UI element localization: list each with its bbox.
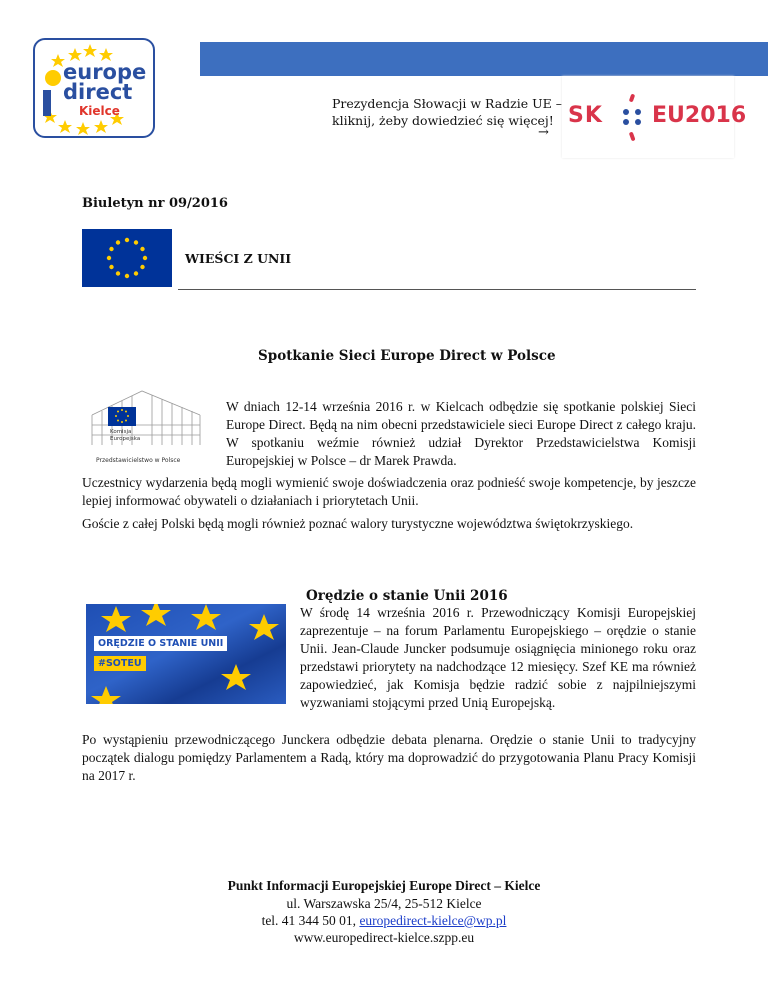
soteu-flag-icon [86, 604, 286, 704]
bulletin-number: Biuletyn nr 09/2016 [82, 196, 228, 211]
section-title: WIEŚCI Z UNII [185, 251, 292, 266]
sk-logo-dots-icon [614, 90, 650, 146]
logo-dot-icon [45, 70, 61, 86]
commission-name-line2: Europejska [110, 436, 141, 442]
article-1-paragraph-3: Goście z całej Polski będą mogli również poznać walory turystyczne województwa świętokrzyskiego. [82, 516, 634, 531]
berlaymont-building-icon [82, 385, 210, 449]
logo-text-direct: direct [63, 80, 133, 104]
article-1-paragraph-2: Uczestnicy wydarzenia będą mogli wymienić swoje doświadczenia oraz podnieść swoje kompetencje, by jeszcze lepiej informować obywateli o działaniach i priorytetach Unii. [82, 475, 696, 508]
sk-logo-right: EU2016 [652, 103, 747, 128]
soteu-banner [86, 604, 286, 704]
article-2-paragraph-1: W środę 14 września 2016 r. Przewodniczący Komisji Europejskiej zaprezentuje – na forum Parlamentu Europejskiego – orędzie o stanie Unii. Jean-Claude Juncker podsumuje osiągnięcia minionego roku oraz przedstawi priorytety na nadchodzące 12 miesięcy. Szef KE ma również zapowiedzieć, jak Komisja będzie radzić sobie z najpilniejszymi wyzwaniami stojącymi przed Unią Europejską. [300, 605, 696, 710]
commission-logo [82, 385, 210, 467]
footer-title: Punkt Informacji Europejskiej Europe Direct – Kielce [227, 878, 541, 893]
sk-presidency-logo[interactable] [562, 76, 747, 158]
footer-website[interactable]: www.europedirect-kielce.szpp.eu [293, 930, 475, 945]
soteu-hashtag: #SOTEU [94, 656, 146, 671]
logo-text-europe: europe [63, 60, 147, 84]
commission-caption: Przedstawicielstwo w Polsce [96, 457, 181, 464]
sk-logo-left: SK [568, 103, 603, 128]
footer-contact [0, 913, 768, 929]
logo-text-city: Kielce [79, 104, 120, 118]
footer-email-link[interactable]: europedirect-kielce@wp.pl [359, 913, 507, 928]
footer-phone: tel. 41 344 50 01, [261, 913, 360, 928]
footer-address: ul. Warszawska 25/4, 25-512 Kielce [286, 896, 482, 911]
eu-flag-icon [82, 229, 172, 287]
article-2-paragraph-2: Po wystąpieniu przewodniczącego Junckera odbędzie debata plenarna. Orędzie o stanie Unii to tradycyjny początek dialogu pomiędzy Parlamentem a Radą, który ma doprowadzić do przygotowania Planu Pracy Komisji na 2017 r. [82, 732, 696, 783]
commission-name-line1: Komisja [110, 429, 132, 435]
arrow-right-icon[interactable]: → [538, 125, 549, 140]
header-bar [200, 42, 768, 76]
presidency-link[interactable]: Prezydencja Słowacji w Radzie UE – kliknij, żeby dowiedzieć się więcej! [332, 96, 562, 128]
article-2-heading: Orędzie o stanie Unii 2016 [306, 588, 508, 604]
soteu-title: ORĘDZIE O STANIE UNII [94, 636, 227, 651]
europe-direct-logo[interactable] [33, 38, 155, 138]
section-divider [178, 289, 696, 290]
article-1-heading: Spotkanie Sieci Europe Direct w Polsce [258, 348, 556, 364]
article-1-paragraph-1: W dniach 12-14 września 2016 r. w Kielcach odbędzie się spotkanie polskiej Sieci Europe Direct. Będą na nim obecni przedstawiciele sieci Europe Direct z całego kraju. W spotkaniu weźmie również udział Dyrektor Przedstawicielstwa Komisji Europejskiej w Polsce – dr Marek Prawda. [226, 399, 696, 468]
